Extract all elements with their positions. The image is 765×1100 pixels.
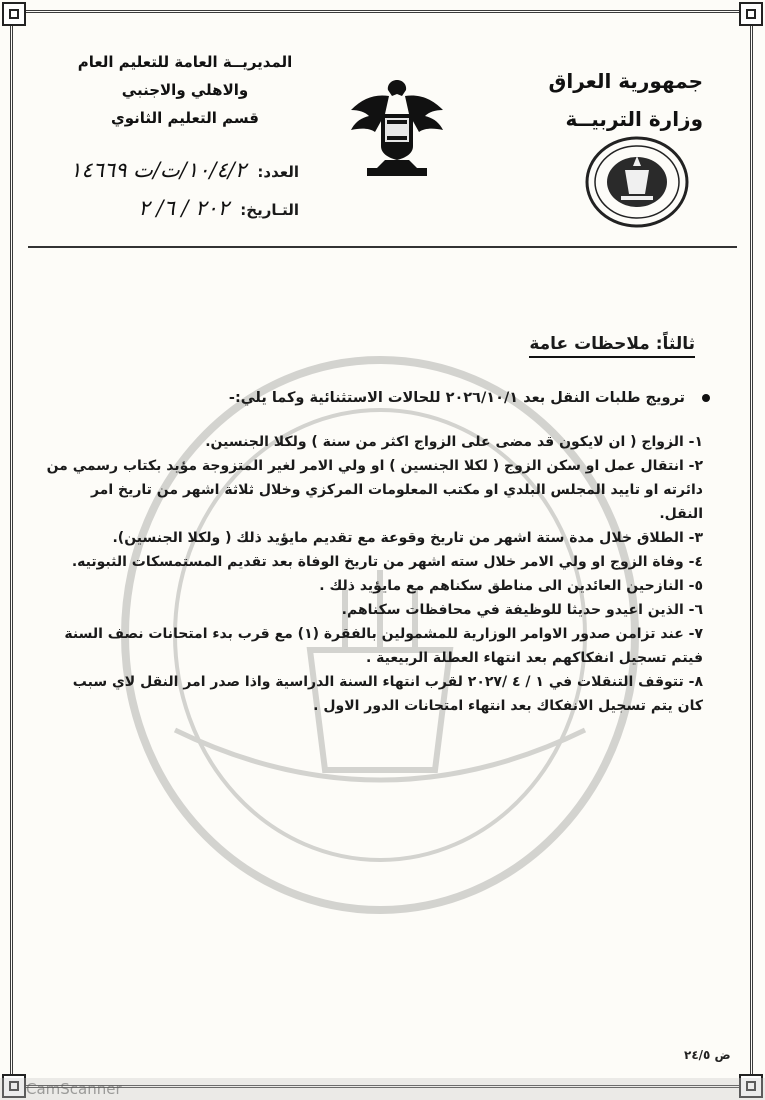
reference-date-label: التـاريخ: <box>240 201 299 219</box>
list-item <box>43 430 703 454</box>
scanner-watermark: CamScanner <box>26 1080 122 1098</box>
item-text: النازحين العائدين الى مناطق سكناهم مع مايؤيد ذلك . <box>319 578 684 594</box>
list-item <box>43 526 703 550</box>
item-text: وفاة الزوج او ولي الامر خلال سته اشهر من تاريخ الوفاة بعد تقديم المستمسكات الثبوتيه. <box>71 554 684 570</box>
directorate-line: والاهلي والاجنبي <box>121 81 249 99</box>
corner-ornament <box>739 2 763 26</box>
item-text: تتوقف التنقلات في ١ / ٤ /٢٠٢٧ لقرب انتهاء السنة الدراسية واذا صدر امر النقل لاي سبب كان يتم تسجيل الانفكاك بعد انتهاء امتحانات الدور الاول . <box>72 674 703 714</box>
item-number: ٢- <box>688 458 703 474</box>
department-line: قسم التعليم الثانوي <box>111 109 259 127</box>
directorate-line: المديريــة العامة للتعليم العام <box>77 53 293 71</box>
item-text: الزواج ( ان لايكون قد مضى على الزواج اكثر من سنة ) ولكلا الجنسين. <box>205 434 684 450</box>
eagle-emblem-icon <box>345 74 449 178</box>
directorate-header <box>55 48 315 132</box>
intro-statement <box>70 390 710 406</box>
item-number: ٨- <box>688 674 703 690</box>
bullet-icon <box>702 394 710 402</box>
item-number: ٧- <box>688 626 703 642</box>
list-item <box>43 550 703 574</box>
intro-text: ترويج طلبات النقل بعد ٢٠٢٦/١٠/١ للحالات الاستثنائية وكما يلي:- <box>228 390 685 406</box>
item-number: ١- <box>688 434 703 450</box>
item-number: ٥- <box>688 578 703 594</box>
ministry-header <box>473 62 703 138</box>
item-text: انتقال عمل او سكن الزوج ( لكلا الجنسين ) او ولي الامر لغير المتزوجة مؤيد بكتاب رسمي من دائرته او تاييد المجلس البلدي او مكتب المعلومات المركزي وخلال ثلاثة اشهر من تاريخ امر النقل. <box>46 458 703 522</box>
scanner-footer <box>0 1078 765 1100</box>
item-text: عند تزامن صدور الاوامر الوزارية للمشمولين بالفقرة (١) مع قرب بدء امتحانات نصف السنة فيتم تسجيل انفكاكهم بعد انتهاء العطلة الربيعية . <box>64 626 703 666</box>
reference-number-label: العدد: <box>257 163 299 181</box>
conditions-list <box>43 430 703 718</box>
ministry-seal-icon <box>585 136 689 228</box>
country-name: جمهورية العراق <box>548 69 703 93</box>
reference-number-value: ١٠/٤/٢/ت/ت ١٤٦٦٩ <box>70 158 247 182</box>
section-title: ثالثاً: ملاحظات عامة <box>529 334 695 358</box>
item-number: ٦- <box>688 602 703 618</box>
list-item <box>43 622 703 670</box>
page-number: ض ٢٤/٥ <box>684 1048 731 1062</box>
ministry-name: وزارة التربيــة <box>565 107 703 131</box>
item-text: الذين اعيدو حديثا للوظيفة في محافظات سكناهم. <box>341 602 684 618</box>
reference-date <box>138 196 299 220</box>
item-number: ٣- <box>688 530 703 546</box>
reference-date-value: ٢٠٢ / ٦/ ٢ <box>138 196 230 220</box>
corner-ornament <box>2 2 26 26</box>
list-item <box>43 454 703 526</box>
header-divider <box>28 246 737 248</box>
item-text: الطلاق خلال مدة ستة اشهر من تاريخ وقوعة مع تقديم مايؤيد ذلك ( ولكلا الجنسين). <box>112 530 684 546</box>
list-item <box>43 670 703 718</box>
item-number: ٤- <box>688 554 703 570</box>
reference-number <box>70 158 299 182</box>
list-item <box>43 574 703 598</box>
list-item <box>43 598 703 622</box>
